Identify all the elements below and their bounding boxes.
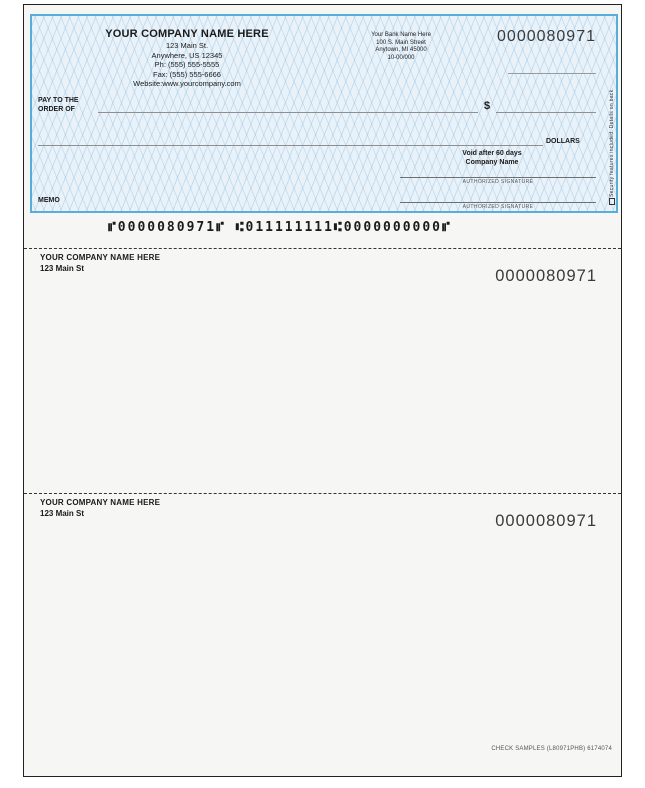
amount-words-line bbox=[38, 145, 543, 146]
company-fax: Fax: (555) 555-6666 bbox=[153, 69, 221, 79]
micr-line: ⑈0000080971⑈ ⑆011111111⑆0000000000⑈ bbox=[108, 220, 452, 235]
authorized-signature-label-2: AUTHORIZED SIGNATURE bbox=[462, 203, 534, 210]
security-note-text: Security features included. Details on back. bbox=[609, 87, 615, 197]
company-website: Website:www.yourcompany.com bbox=[133, 79, 241, 88]
authorized-signature-label-1: AUTHORIZED SIGNATURE bbox=[462, 178, 534, 185]
pay-to-line1: PAY TO THE bbox=[38, 97, 79, 104]
stub-check-number: 0000080971 bbox=[495, 512, 597, 530]
bank-name: Your Bank Name Here bbox=[371, 32, 431, 38]
company-address-block bbox=[62, 28, 312, 89]
check-number: 0000080971 bbox=[497, 28, 596, 45]
company-name: YOUR COMPANY NAME HERE bbox=[105, 28, 269, 40]
signature-block-2 bbox=[400, 202, 596, 210]
check bbox=[30, 14, 618, 213]
company-phone: Ph: (555) 555-5555 bbox=[154, 60, 220, 69]
bank-address-line1: 100 S. Main Street bbox=[376, 39, 426, 46]
company-address-line1: 123 Main St. bbox=[165, 41, 209, 50]
company-address-line2: Anywhere, US 12345 bbox=[151, 50, 223, 60]
void-note bbox=[427, 149, 557, 167]
payee-line bbox=[98, 112, 478, 113]
stub-address: 123 Main St bbox=[40, 264, 85, 273]
lock-icon bbox=[609, 198, 615, 205]
check-stub-1 bbox=[24, 248, 621, 494]
pay-to-line2: ORDER OF bbox=[38, 105, 75, 113]
stub-company-name: YOUR COMPANY NAME HERE bbox=[40, 498, 161, 507]
dollar-sign: $ bbox=[484, 100, 491, 112]
signature-block-1 bbox=[400, 177, 596, 185]
stub-company-name: YOUR COMPANY NAME HERE bbox=[40, 253, 161, 262]
bank-address-line2: Anytown, MI 45000 bbox=[375, 47, 427, 53]
amount-line bbox=[496, 112, 596, 113]
bank-fraction: 10-00/000 bbox=[387, 54, 415, 61]
void-note-line1: Void after 60 days bbox=[462, 150, 522, 157]
void-note-line2: Company Name bbox=[465, 159, 519, 166]
stub-check-number: 0000080971 bbox=[495, 267, 597, 285]
bank-address-block bbox=[335, 32, 467, 62]
security-note bbox=[609, 56, 615, 206]
check-sheet-page bbox=[23, 4, 622, 777]
date-line bbox=[508, 73, 596, 74]
stub-address: 123 Main St bbox=[40, 509, 85, 518]
check-stub-2 bbox=[24, 493, 621, 777]
pay-to-the-order-of-label bbox=[38, 97, 79, 114]
sample-footer-text: CHECK SAMPLES (L80971PHB) 6174074 bbox=[491, 746, 612, 752]
memo-label: MEMO bbox=[38, 197, 60, 204]
dollars-label: DOLLARS bbox=[546, 138, 580, 145]
